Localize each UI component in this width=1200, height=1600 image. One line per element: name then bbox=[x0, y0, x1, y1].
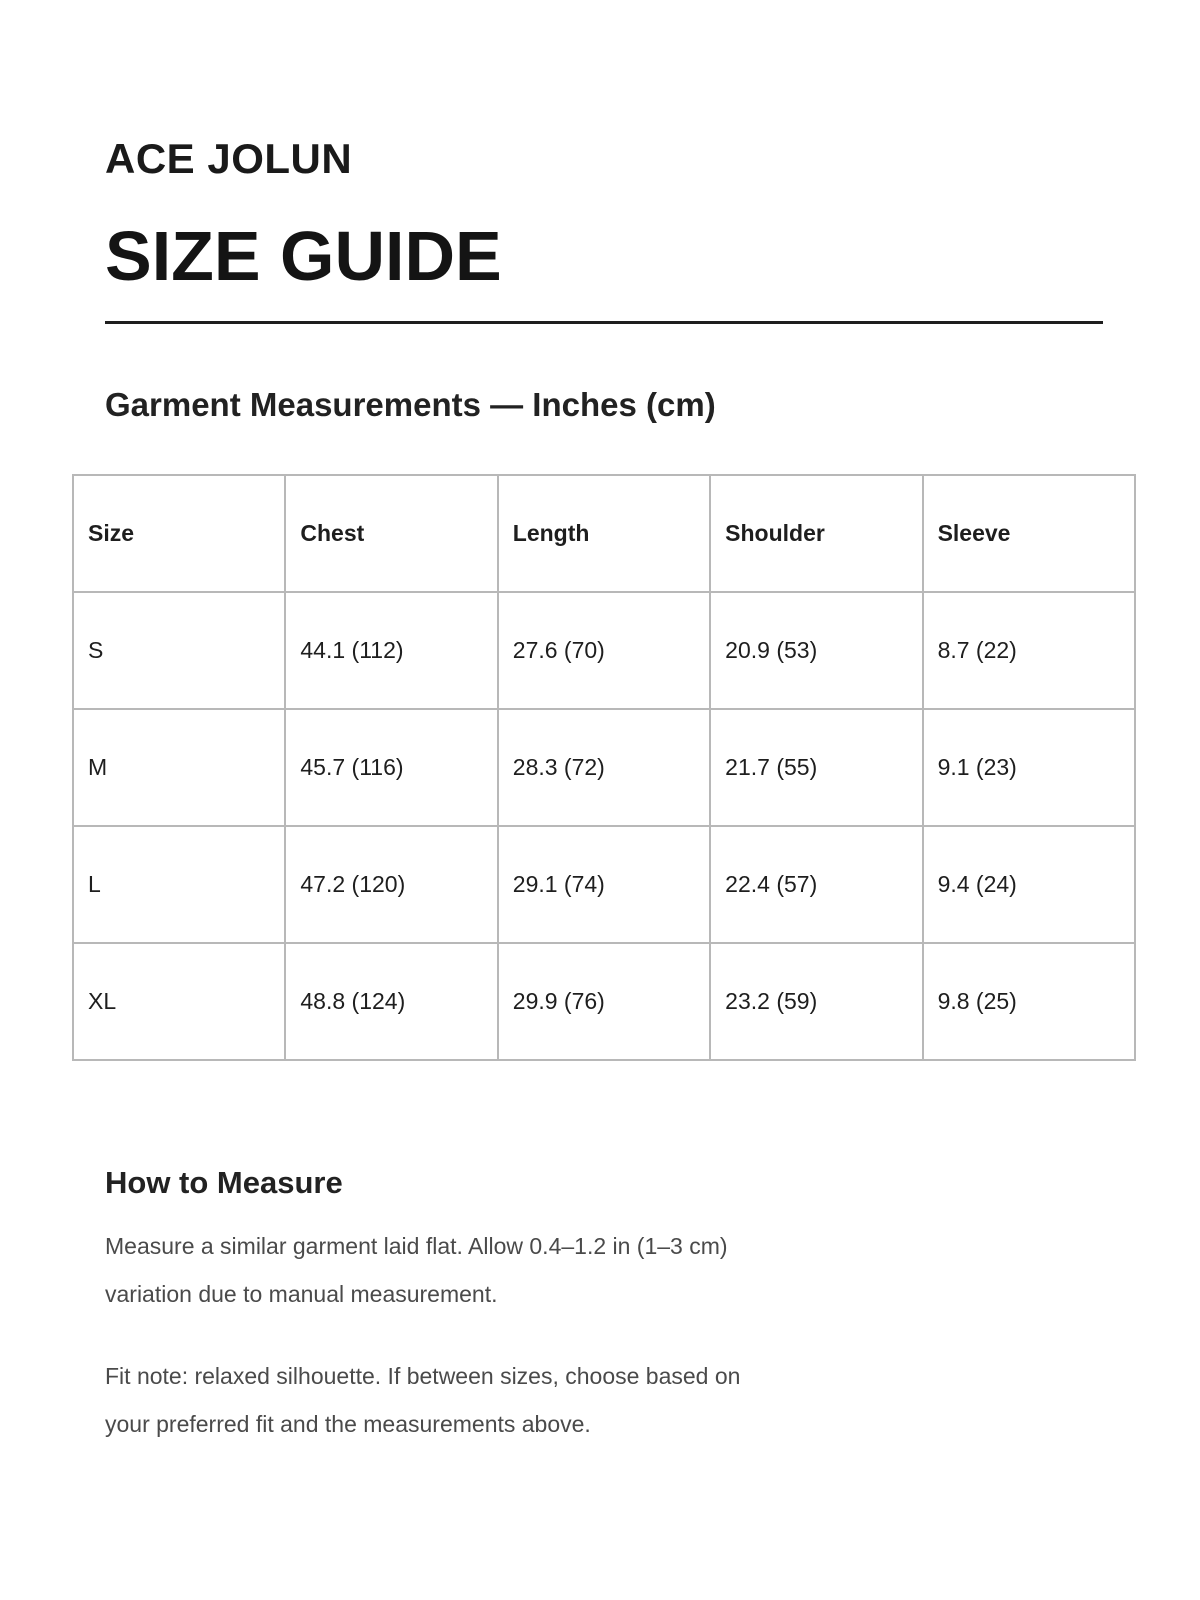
chest-cell: 47.2 (120) bbox=[285, 826, 497, 943]
column-header-length: Length bbox=[498, 475, 710, 592]
size-cell: L bbox=[73, 826, 285, 943]
how-to-measure-heading: How to Measure bbox=[105, 1165, 343, 1200]
length-cell: 27.6 (70) bbox=[498, 592, 710, 709]
chest-cell: 45.7 (116) bbox=[285, 709, 497, 826]
column-header-shoulder: Shoulder bbox=[710, 475, 922, 592]
measurements-heading: Garment Measurements — Inches (cm) bbox=[105, 386, 716, 423]
fit-note: Fit note: relaxed silhouette. If between sizes, choose based on your preferred fit and the measurements above. bbox=[105, 1363, 741, 1437]
shoulder-cell: 21.7 (55) bbox=[710, 709, 922, 826]
column-header-chest: Chest bbox=[285, 475, 497, 592]
table-header-row bbox=[73, 475, 1135, 592]
table-row bbox=[73, 709, 1135, 826]
sleeve-cell: 9.1 (23) bbox=[923, 709, 1135, 826]
brand-name: ACE JOLUN bbox=[105, 135, 353, 182]
table-row bbox=[73, 943, 1135, 1060]
size-cell: XL bbox=[73, 943, 285, 1060]
table-row bbox=[73, 826, 1135, 943]
column-header-size: Size bbox=[73, 475, 285, 592]
page-title: SIZE GUIDE bbox=[105, 217, 502, 295]
table-row bbox=[73, 592, 1135, 709]
size-table bbox=[72, 474, 1136, 1061]
size-cell: S bbox=[73, 592, 285, 709]
length-cell: 28.3 (72) bbox=[498, 709, 710, 826]
shoulder-cell: 22.4 (57) bbox=[710, 826, 922, 943]
length-cell: 29.1 (74) bbox=[498, 826, 710, 943]
sleeve-cell: 9.8 (25) bbox=[923, 943, 1135, 1060]
chest-cell: 48.8 (124) bbox=[285, 943, 497, 1060]
sleeve-cell: 9.4 (24) bbox=[923, 826, 1135, 943]
length-cell: 29.9 (76) bbox=[498, 943, 710, 1060]
chest-cell: 44.1 (112) bbox=[285, 592, 497, 709]
sleeve-cell: 8.7 (22) bbox=[923, 592, 1135, 709]
shoulder-cell: 23.2 (59) bbox=[710, 943, 922, 1060]
shoulder-cell: 20.9 (53) bbox=[710, 592, 922, 709]
title-divider bbox=[105, 321, 1103, 324]
size-cell: M bbox=[73, 709, 285, 826]
column-header-sleeve: Sleeve bbox=[923, 475, 1135, 592]
measure-instructions: Measure a similar garment laid flat. Allow 0.4–1.2 in (1–3 cm) variation due to manual measurement. bbox=[105, 1233, 728, 1307]
